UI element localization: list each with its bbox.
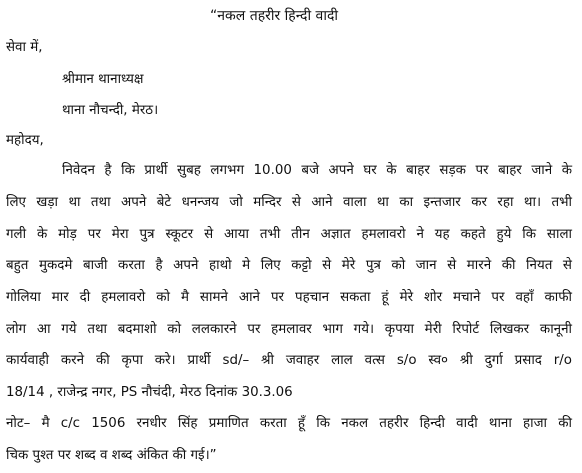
body-line-3: गली के मोड़ पर मेरा पुत्र स्कूटर से आया तभी तीन अज्ञात हमलावरो ने यह कहते हुये कि साला: [6, 227, 572, 242]
body-line-8: 18/14 , राजेन्द्र नगर, PS नौचंदी, मेरठ दिनांक 30.3.06: [6, 385, 293, 400]
body-line-7: कार्यवाही करने की कृपा करे। प्रार्थी sd/– श्री जवाहर लाल वत्स s/o स्व० श्री दुर्गा प्रसाद r/o: [6, 353, 572, 368]
body-line-5: गोलिया मार दी हमलावरो को मै सामने आने पर पहचान सकता हूं मेरे शोर मचाने पर वहाँ काफी: [6, 290, 572, 305]
salutation: सेवा में,: [6, 40, 43, 55]
body-line-9: नोट– मै c/c 1506 रनधीर सिंह प्रमाणित करता हूँ कि नकल तहरीर हिन्दी वादी थाना हाजा की: [6, 416, 572, 431]
document-title: “नकल तहरीर हिन्दी वादी: [210, 8, 339, 24]
address-line-1: श्रीमान थानाध्यक्ष: [62, 72, 144, 87]
greeting: महोदय,: [6, 133, 44, 148]
body-line-6: लोग आ गये तथा बदमाशो को ललकारने पर हमलावर भाग गये। कृपया मेरी रिपोर्ट लिखकर कानूनी: [6, 322, 572, 337]
body-line-1: निवेदन है कि प्रार्थी सुबह लगभग 10.00 बजे अपने घर के बाहर सड़क पर बाहर जाने के: [62, 163, 572, 178]
address-line-2: थाना नौचन्दी, मेरठ।: [62, 103, 159, 118]
body-line-2: लिए खड़ा था तथा अपने बेटे धनन्जय जो मन्दिर से आने वाला था का इन्तजार कर रहा था। तभी: [6, 195, 572, 210]
body-line-4: बहुत मुकदमे बाजी करता है अपने हाथो मे लिए कट्टो से मेरे पुत्र को जान से मारने की नियत से: [6, 258, 572, 273]
body-line-10: चिक पुश्त पर शब्द व शब्द अंकित की गई।”: [6, 448, 217, 463]
